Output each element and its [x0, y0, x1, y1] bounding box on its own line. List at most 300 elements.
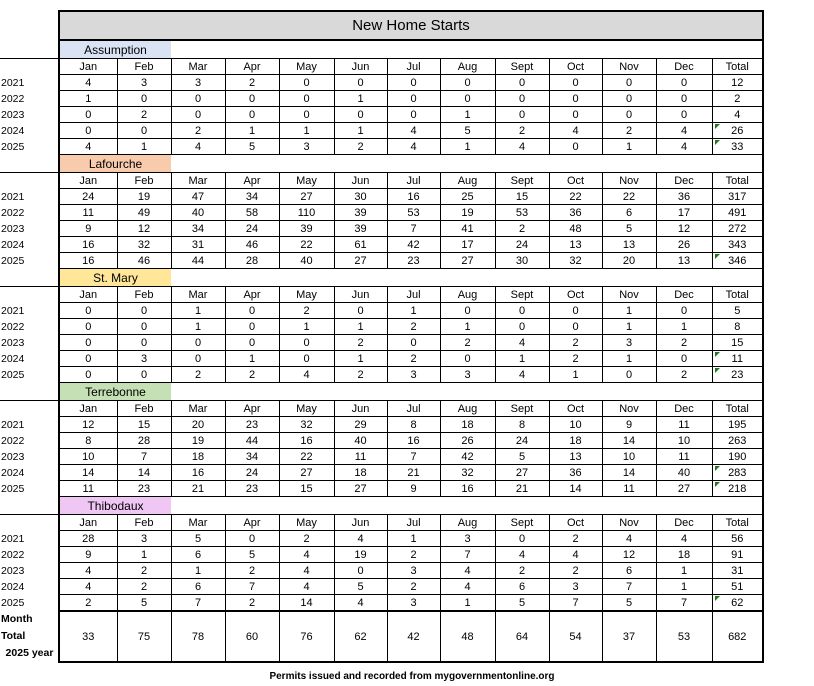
- value-cell: [549, 579, 602, 595]
- row-total-cell: [712, 253, 763, 269]
- value-cell: [656, 75, 712, 91]
- value-cell: [171, 253, 225, 269]
- value-text: 5: [734, 304, 741, 317]
- month-header: Sept: [495, 287, 549, 303]
- value-text: 0: [85, 304, 92, 317]
- value-text: 28: [137, 434, 151, 447]
- month-header-row: [0, 173, 763, 189]
- month-header: Apr: [225, 173, 279, 189]
- blank-cell: [0, 515, 59, 531]
- value-text: 13: [622, 238, 636, 251]
- value-cell: [225, 531, 279, 547]
- value-cell: [59, 351, 117, 367]
- month-header: Total: [712, 515, 763, 531]
- value-cell: [279, 563, 334, 579]
- value-cell: [387, 107, 440, 123]
- value-cell: [171, 449, 225, 465]
- value-cell: [225, 465, 279, 481]
- blank-cell: [0, 497, 59, 515]
- month-header: Apr: [225, 401, 279, 417]
- value-cell: [225, 91, 279, 107]
- value-text: 5: [357, 580, 364, 593]
- value-text: 24: [515, 434, 529, 447]
- row-total-cell: [712, 547, 763, 563]
- value-text: 0: [85, 368, 92, 381]
- row-total-cell: [712, 319, 763, 335]
- value-cell: [602, 189, 656, 205]
- value-cell: [440, 303, 495, 319]
- value-text: 2: [194, 124, 202, 137]
- value-cell: [602, 531, 656, 547]
- value-cell: [656, 595, 712, 612]
- value-cell: [440, 335, 495, 351]
- value-cell: [225, 189, 279, 205]
- value-text: 1: [357, 124, 364, 137]
- value-cell: [117, 303, 171, 319]
- value-text: 9: [625, 418, 633, 431]
- value-text: 2: [680, 368, 688, 381]
- value-text: 39: [300, 222, 313, 235]
- value-text: 0: [140, 320, 148, 333]
- value-cell: [495, 319, 549, 335]
- month-header: Mar: [171, 173, 225, 189]
- value-cell: [225, 579, 279, 595]
- month-header: Dec: [656, 173, 712, 189]
- value-text: 0: [140, 124, 148, 137]
- value-cell: [225, 75, 279, 91]
- value-cell: [225, 221, 279, 237]
- value-cell: [334, 579, 387, 595]
- value-text: 1: [357, 320, 364, 333]
- value-cell: [440, 579, 495, 595]
- value-text: 1: [194, 564, 202, 577]
- value-cell: [440, 189, 495, 205]
- row-total-cell: [712, 563, 763, 579]
- row-total-cell: [712, 91, 763, 107]
- value-cell: [549, 237, 602, 253]
- value-text: 2: [572, 532, 579, 545]
- value-text: 19: [354, 548, 367, 561]
- value-cell: [334, 563, 387, 579]
- value-cell: [225, 433, 279, 449]
- value-cell: [334, 367, 387, 383]
- year-label: 2023: [1, 336, 25, 349]
- value-text: 4: [357, 596, 364, 609]
- value-text: 16: [191, 466, 205, 479]
- value-cell: [279, 595, 334, 612]
- value-text: 12: [731, 76, 744, 89]
- value-text: 2: [140, 564, 148, 577]
- value-text: 18: [569, 434, 582, 447]
- value-text: 1: [357, 92, 364, 105]
- parish-name: St. Mary: [59, 269, 171, 287]
- section-header-fill: [171, 155, 763, 173]
- value-cell: [549, 335, 602, 351]
- value-text: 19: [461, 206, 474, 219]
- value-text: 2: [410, 548, 417, 561]
- value-cell: [549, 367, 602, 383]
- month-header: Aug: [440, 401, 495, 417]
- value-cell: [656, 319, 712, 335]
- value-cell: [656, 335, 712, 351]
- value-cell: [334, 189, 387, 205]
- value-cell: [171, 221, 225, 237]
- value-cell: [334, 237, 387, 253]
- year-row: [0, 531, 763, 547]
- value-cell: [549, 253, 602, 269]
- month-header: Total: [712, 401, 763, 417]
- row-total-cell: [712, 123, 763, 139]
- value-text: 15: [515, 190, 529, 203]
- month-header: Nov: [602, 401, 656, 417]
- value-text: 4: [518, 336, 526, 349]
- value-text: 1: [140, 140, 148, 153]
- value-cell: [117, 465, 171, 481]
- year-row: [0, 563, 763, 579]
- value-text: 18: [677, 548, 691, 561]
- section-header-fill: [171, 40, 763, 59]
- value-text: 0: [357, 304, 364, 317]
- value-cell: [495, 253, 549, 269]
- value-cell: [495, 449, 549, 465]
- value-cell: [225, 563, 279, 579]
- value-text: 3: [140, 352, 148, 365]
- blank-cell: [0, 173, 59, 189]
- value-text: 0: [248, 532, 256, 545]
- month-header: May: [279, 401, 334, 417]
- value-cell: [602, 481, 656, 497]
- value-cell: [117, 595, 171, 612]
- month-total-cell: 76: [279, 611, 334, 662]
- value-text: 9: [410, 482, 417, 495]
- value-cell: [279, 237, 334, 253]
- value-text: 41: [461, 222, 474, 235]
- value-cell: [495, 335, 549, 351]
- value-cell: [117, 221, 171, 237]
- value-cell: [656, 205, 712, 221]
- value-cell: [279, 367, 334, 383]
- value-text: 4: [572, 548, 579, 561]
- value-cell: [602, 107, 656, 123]
- value-text: 5: [625, 596, 633, 609]
- year-label: 2024: [1, 124, 25, 137]
- value-text: 0: [572, 140, 579, 153]
- value-text: 0: [357, 108, 364, 121]
- year-row: [0, 221, 763, 237]
- value-text: 2: [734, 92, 741, 105]
- value-text: 24: [82, 190, 95, 203]
- value-text: 34: [191, 222, 205, 235]
- value-text: 14: [82, 466, 95, 479]
- value-text: 5: [248, 548, 256, 561]
- value-cell: [279, 351, 334, 367]
- year-row: [0, 481, 763, 497]
- value-text: 6: [194, 548, 202, 561]
- value-cell: [602, 547, 656, 563]
- value-text: 18: [191, 450, 205, 463]
- value-cell: [225, 303, 279, 319]
- value-cell: [549, 433, 602, 449]
- value-cell: [171, 139, 225, 155]
- value-text: 1: [357, 352, 364, 365]
- value-text: 7: [248, 580, 256, 593]
- value-cell: [549, 351, 602, 367]
- value-text: 1: [194, 304, 202, 317]
- value-text: 0: [140, 92, 148, 105]
- value-cell: [117, 449, 171, 465]
- value-text: 0: [518, 76, 526, 89]
- value-text: 0: [303, 352, 310, 365]
- value-text: 30: [515, 254, 529, 267]
- value-text: 0: [410, 76, 417, 89]
- year-row: [0, 579, 763, 595]
- value-text: 23: [137, 482, 151, 495]
- value-cell: [59, 595, 117, 612]
- value-text: 0: [85, 320, 92, 333]
- row-total-cell: [712, 367, 763, 383]
- value-cell: [602, 319, 656, 335]
- month-header: May: [279, 287, 334, 303]
- year-label: 2025: [1, 254, 25, 267]
- month-header: Jan: [59, 173, 117, 189]
- value-text: 56: [731, 532, 744, 545]
- value-text: 11: [354, 450, 367, 463]
- value-text: 7: [625, 580, 633, 593]
- value-cell: [440, 531, 495, 547]
- value-cell: [225, 367, 279, 383]
- error-indicator-icon: [715, 482, 720, 487]
- month-header-row: [0, 287, 763, 303]
- row-total-cell: [712, 351, 763, 367]
- year-row: [0, 237, 763, 253]
- value-cell: [387, 595, 440, 612]
- month-header: Dec: [656, 59, 712, 75]
- value-text: 4: [410, 140, 417, 153]
- value-text: 40: [300, 254, 313, 267]
- value-text: 62: [731, 596, 744, 609]
- value-cell: [495, 123, 549, 139]
- month-header: Mar: [171, 401, 225, 417]
- month-header: Jul: [387, 173, 440, 189]
- value-cell: [334, 139, 387, 155]
- year-label: 2024: [1, 580, 25, 593]
- value-text: 1: [410, 304, 417, 317]
- value-text: 28: [82, 532, 95, 545]
- value-cell: [549, 205, 602, 221]
- value-cell: [387, 319, 440, 335]
- value-cell: [171, 75, 225, 91]
- value-text: 2: [194, 368, 202, 381]
- value-cell: [387, 465, 440, 481]
- value-cell: [279, 303, 334, 319]
- year-label: 2024: [1, 238, 25, 251]
- blank-cell: [0, 59, 59, 75]
- value-cell: [334, 319, 387, 335]
- value-cell: [656, 481, 712, 497]
- value-text: 49: [137, 206, 151, 219]
- value-text: 21: [407, 466, 420, 479]
- value-text: 22: [300, 450, 313, 463]
- error-indicator-icon: [715, 466, 720, 471]
- value-text: 5: [140, 596, 148, 609]
- error-indicator-icon: [715, 140, 720, 145]
- value-cell: [656, 465, 712, 481]
- value-cell: [656, 417, 712, 433]
- value-text: 14: [137, 466, 151, 479]
- year-row: [0, 319, 763, 335]
- value-text: 4: [518, 140, 526, 153]
- value-cell: [59, 367, 117, 383]
- row-total-cell: [712, 417, 763, 433]
- value-text: 2: [140, 108, 148, 121]
- section-header-fill: [171, 269, 763, 287]
- value-text: 0: [680, 108, 688, 121]
- value-cell: [602, 91, 656, 107]
- value-cell: [334, 221, 387, 237]
- value-cell: [440, 351, 495, 367]
- year-row: [0, 595, 763, 612]
- value-cell: [225, 595, 279, 612]
- year-row: [0, 547, 763, 563]
- value-text: 7: [194, 596, 202, 609]
- year-label: 2025: [1, 140, 25, 153]
- value-cell: [387, 433, 440, 449]
- value-text: 0: [464, 304, 471, 317]
- value-cell: [440, 595, 495, 612]
- value-text: 4: [518, 548, 526, 561]
- value-text: 3: [194, 76, 202, 89]
- year-row: [0, 75, 763, 91]
- value-cell: [334, 531, 387, 547]
- value-cell: [440, 319, 495, 335]
- value-cell: [387, 481, 440, 497]
- value-text: 0: [140, 368, 148, 381]
- row-total-cell: [712, 481, 763, 497]
- value-cell: [495, 417, 549, 433]
- value-cell: [59, 433, 117, 449]
- error-indicator-icon: [715, 368, 720, 373]
- value-text: 2: [410, 320, 417, 333]
- error-indicator-icon: [715, 596, 720, 601]
- value-cell: [495, 189, 549, 205]
- value-text: 0: [194, 92, 202, 105]
- value-text: 29: [354, 418, 367, 431]
- value-cell: [387, 91, 440, 107]
- month-header: Apr: [225, 287, 279, 303]
- month-total-cell: 60: [225, 611, 279, 662]
- value-cell: [495, 237, 549, 253]
- value-cell: [602, 579, 656, 595]
- value-text: 7: [410, 222, 417, 235]
- value-cell: [440, 123, 495, 139]
- row-total-cell: [712, 433, 763, 449]
- year-label: 2023: [1, 222, 25, 235]
- value-cell: [602, 351, 656, 367]
- value-cell: [225, 205, 279, 221]
- month-header: Oct: [549, 401, 602, 417]
- value-cell: [656, 367, 712, 383]
- value-text: 6: [194, 580, 202, 593]
- value-cell: [334, 351, 387, 367]
- value-text: 2: [357, 368, 364, 381]
- value-text: 283: [728, 466, 747, 479]
- value-cell: [387, 579, 440, 595]
- year-label: 2022: [1, 548, 25, 561]
- month-header: Nov: [602, 287, 656, 303]
- value-text: 1: [194, 320, 202, 333]
- value-text: 0: [572, 108, 579, 121]
- value-cell: [602, 367, 656, 383]
- value-cell: [279, 253, 334, 269]
- value-text: 27: [461, 254, 474, 267]
- value-cell: [59, 221, 117, 237]
- year-label: 2025: [1, 596, 25, 609]
- row-total-cell: [712, 335, 763, 351]
- value-text: 0: [572, 304, 579, 317]
- value-cell: [279, 221, 334, 237]
- value-text: 2: [248, 368, 256, 381]
- value-text: 4: [85, 76, 92, 89]
- sheet-title: New Home Starts: [59, 11, 763, 40]
- value-cell: [117, 189, 171, 205]
- value-text: 1: [572, 368, 579, 381]
- value-cell: [59, 303, 117, 319]
- value-text: 1: [625, 320, 633, 333]
- value-cell: [117, 107, 171, 123]
- value-cell: [656, 433, 712, 449]
- month-header: Jan: [59, 59, 117, 75]
- value-cell: [387, 253, 440, 269]
- value-cell: [334, 417, 387, 433]
- value-cell: [495, 91, 549, 107]
- value-text: 2: [410, 352, 417, 365]
- year-row: [0, 303, 763, 319]
- value-text: 3: [625, 336, 633, 349]
- value-cell: [656, 237, 712, 253]
- value-text: 40: [191, 206, 205, 219]
- value-cell: [171, 123, 225, 139]
- value-cell: [59, 237, 117, 253]
- value-text: 16: [82, 254, 95, 267]
- year-label: 2021: [1, 418, 25, 431]
- month-header: Feb: [117, 173, 171, 189]
- value-cell: [334, 75, 387, 91]
- value-text: 0: [303, 336, 310, 349]
- row-total-cell: [712, 531, 763, 547]
- value-cell: [117, 91, 171, 107]
- value-text: 23: [731, 368, 744, 381]
- value-cell: [440, 563, 495, 579]
- value-cell: [387, 547, 440, 563]
- value-text: 34: [245, 450, 259, 463]
- value-cell: [279, 433, 334, 449]
- value-cell: [602, 139, 656, 155]
- value-text: 4: [303, 580, 310, 593]
- value-text: 61: [354, 238, 367, 251]
- month-header: Oct: [549, 59, 602, 75]
- value-cell: [334, 449, 387, 465]
- value-cell: [59, 417, 117, 433]
- value-text: 1: [680, 564, 688, 577]
- value-text: 1: [464, 140, 471, 153]
- value-text: 24: [245, 466, 259, 479]
- year-label: 2022: [1, 206, 25, 219]
- value-cell: [387, 189, 440, 205]
- value-text: 23: [245, 482, 259, 495]
- value-cell: [656, 107, 712, 123]
- value-cell: [279, 579, 334, 595]
- value-cell: [171, 189, 225, 205]
